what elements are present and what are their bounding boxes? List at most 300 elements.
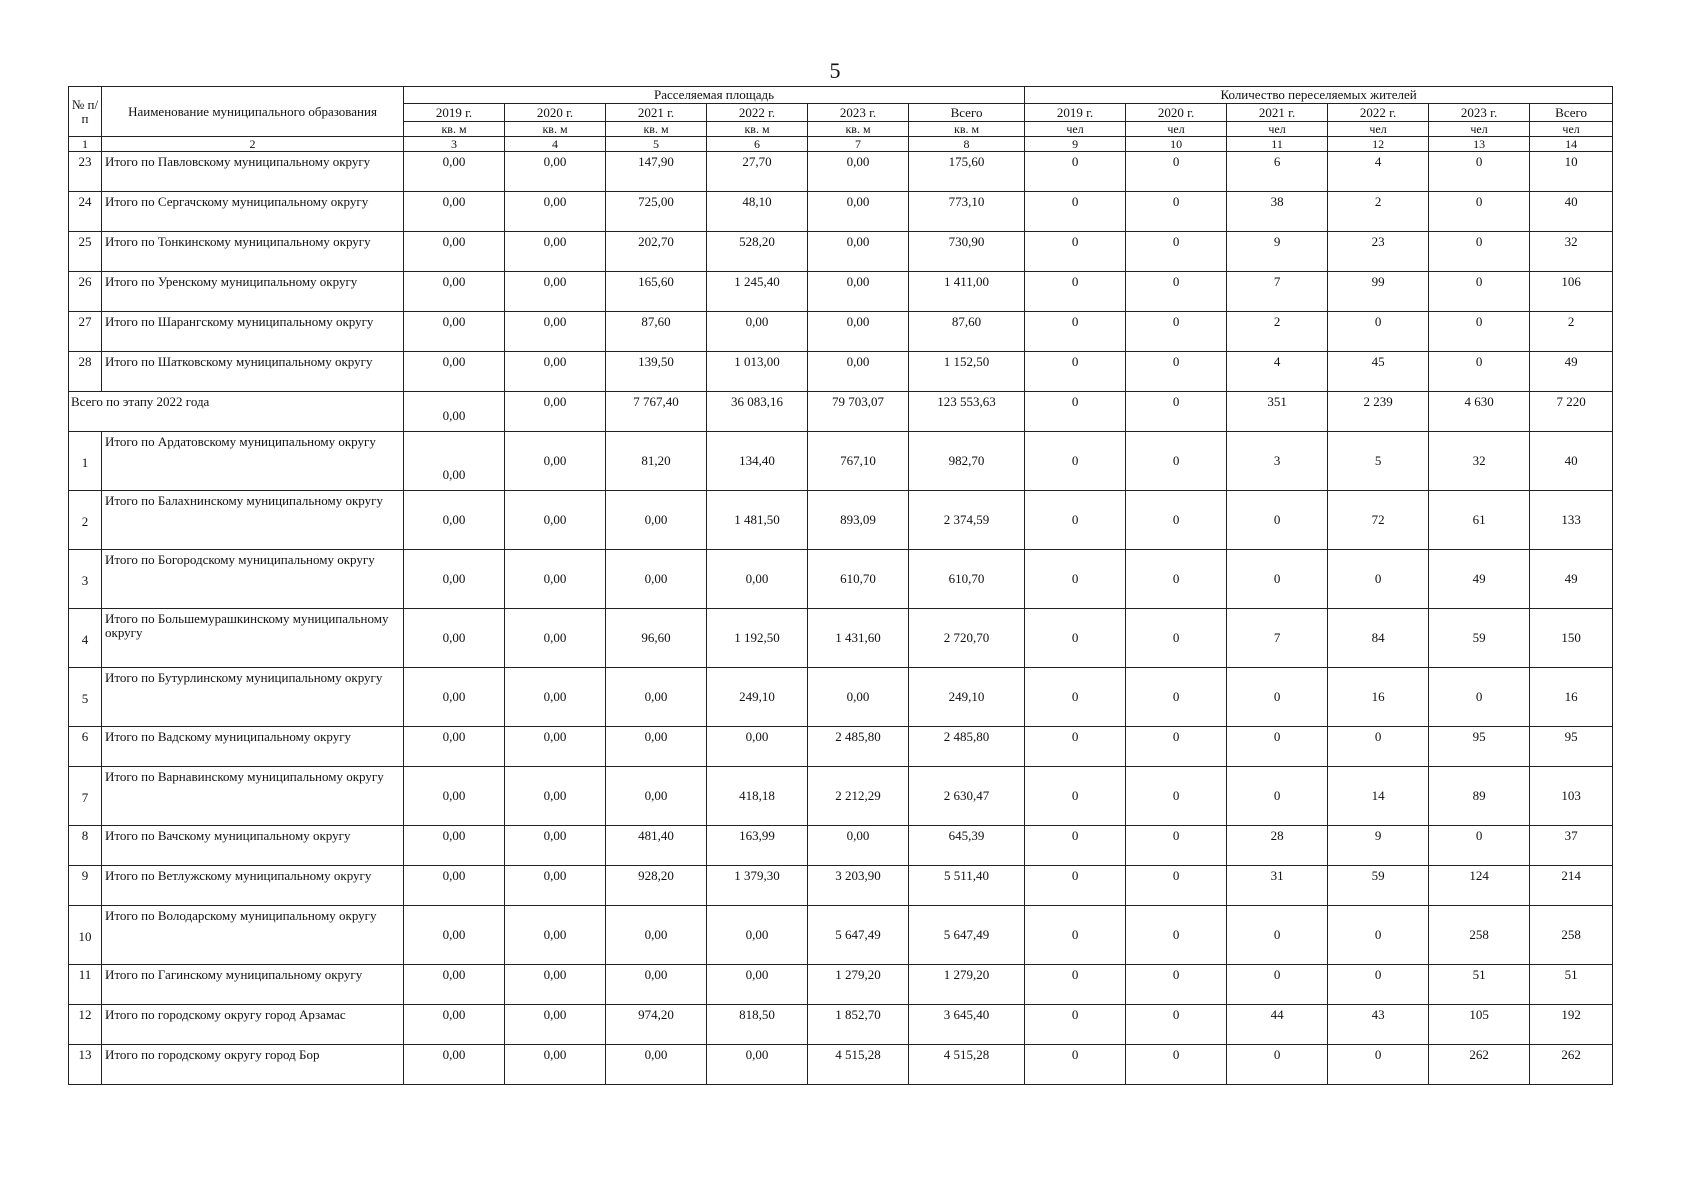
municipality-name: Итого по Варнавинскому муниципальному округу bbox=[102, 767, 404, 826]
value-cell: 0 bbox=[1227, 965, 1328, 1005]
value-cell: 214 bbox=[1530, 866, 1613, 906]
value-cell: 0,00 bbox=[808, 352, 909, 392]
value-cell: 0,00 bbox=[404, 767, 505, 826]
value-cell: 0,00 bbox=[505, 491, 606, 550]
value-cell: 0,00 bbox=[505, 965, 606, 1005]
value-cell: 0,00 bbox=[505, 352, 606, 392]
value-cell: 1 245,40 bbox=[707, 272, 808, 312]
table-row bbox=[69, 965, 1613, 1005]
value-cell: 0 bbox=[1227, 767, 1328, 826]
value-cell: 2 720,70 bbox=[909, 609, 1025, 668]
value-cell: 7 bbox=[1227, 272, 1328, 312]
value-cell: 5 bbox=[1328, 432, 1429, 491]
value-cell: 0 bbox=[1328, 727, 1429, 767]
row-number: 25 bbox=[69, 232, 102, 272]
row-number: 5 bbox=[69, 668, 102, 727]
header-people-year: 2021 г. bbox=[1227, 104, 1328, 122]
value-cell: 0,00 bbox=[404, 312, 505, 352]
value-cell: 0 bbox=[1126, 609, 1227, 668]
value-cell: 163,99 bbox=[707, 826, 808, 866]
column-number: 12 bbox=[1328, 137, 1429, 152]
header-people-total: Всего bbox=[1530, 104, 1613, 122]
value-cell: 1 192,50 bbox=[707, 609, 808, 668]
value-cell: 258 bbox=[1429, 906, 1530, 965]
value-cell: 0,00 bbox=[606, 965, 707, 1005]
unit-area: кв. м bbox=[707, 122, 808, 137]
value-cell: 0 bbox=[1227, 550, 1328, 609]
table-row bbox=[69, 491, 1613, 550]
value-cell: 0,00 bbox=[505, 866, 606, 906]
header-area-group: Расселяемая площадь bbox=[404, 87, 1025, 104]
value-cell: 10 bbox=[1530, 152, 1613, 192]
municipality-name: Итого по Богородскому муниципальному округу bbox=[102, 550, 404, 609]
value-cell: 87,60 bbox=[606, 312, 707, 352]
value-cell: 0 bbox=[1126, 192, 1227, 232]
value-cell: 0 bbox=[1429, 312, 1530, 352]
value-cell: 0,00 bbox=[505, 232, 606, 272]
row-number: 23 bbox=[69, 152, 102, 192]
municipality-name: Итого по Шарангскому муниципальному округу bbox=[102, 312, 404, 352]
value-cell: 165,60 bbox=[606, 272, 707, 312]
value-cell: 0 bbox=[1227, 1045, 1328, 1085]
value-cell: 0 bbox=[1126, 352, 1227, 392]
row-number: 27 bbox=[69, 312, 102, 352]
table-row bbox=[69, 826, 1613, 866]
value-cell: 0,00 bbox=[606, 906, 707, 965]
municipality-name: Итого по Ветлужскому муниципальному округу bbox=[102, 866, 404, 906]
value-cell: 2 485,80 bbox=[909, 727, 1025, 767]
value-cell: 2 212,29 bbox=[808, 767, 909, 826]
value-cell: 147,90 bbox=[606, 152, 707, 192]
value-cell: 249,10 bbox=[707, 668, 808, 727]
value-cell: 0,00 bbox=[505, 826, 606, 866]
unit-area: кв. м bbox=[808, 122, 909, 137]
value-cell: 0 bbox=[1328, 965, 1429, 1005]
value-cell: 0,00 bbox=[404, 272, 505, 312]
value-cell: 9 bbox=[1328, 826, 1429, 866]
value-cell: 89 bbox=[1429, 767, 1530, 826]
value-cell: 0,00 bbox=[505, 152, 606, 192]
value-cell: 139,50 bbox=[606, 352, 707, 392]
value-cell: 0,00 bbox=[404, 550, 505, 609]
value-cell: 2 bbox=[1328, 192, 1429, 232]
value-cell: 45 bbox=[1328, 352, 1429, 392]
value-cell: 0,00 bbox=[505, 312, 606, 352]
column-number: 4 bbox=[505, 137, 606, 152]
value-cell: 0 bbox=[1025, 668, 1126, 727]
value-cell: 0,00 bbox=[404, 609, 505, 668]
value-cell: 0 bbox=[1025, 192, 1126, 232]
value-cell: 23 bbox=[1328, 232, 1429, 272]
column-number: 7 bbox=[808, 137, 909, 152]
municipality-name: Итого по городскому округу город Арзамас bbox=[102, 1005, 404, 1045]
value-cell: 124 bbox=[1429, 866, 1530, 906]
municipality-name: Итого по Вадскому муниципальному округу bbox=[102, 727, 404, 767]
value-cell: 0 bbox=[1126, 272, 1227, 312]
header-people-year: 2022 г. bbox=[1328, 104, 1429, 122]
table-row bbox=[69, 727, 1613, 767]
value-cell: 262 bbox=[1530, 1045, 1613, 1085]
header-people-year: 2020 г. bbox=[1126, 104, 1227, 122]
value-cell: 7 bbox=[1227, 609, 1328, 668]
total-value: 7 767,40 bbox=[606, 392, 707, 432]
value-cell: 0 bbox=[1025, 767, 1126, 826]
value-cell: 3 bbox=[1227, 432, 1328, 491]
value-cell: 0,00 bbox=[505, 767, 606, 826]
value-cell: 0 bbox=[1126, 152, 1227, 192]
value-cell: 59 bbox=[1429, 609, 1530, 668]
value-cell: 0,00 bbox=[404, 352, 505, 392]
header-area-year: 2020 г. bbox=[505, 104, 606, 122]
value-cell: 0 bbox=[1227, 668, 1328, 727]
value-cell: 105 bbox=[1429, 1005, 1530, 1045]
column-number: 10 bbox=[1126, 137, 1227, 152]
column-number: 2 bbox=[102, 137, 404, 152]
total-value: 0 bbox=[1126, 392, 1227, 432]
table-row bbox=[69, 192, 1613, 232]
value-cell: 0,00 bbox=[707, 1045, 808, 1085]
value-cell: 0,00 bbox=[404, 1005, 505, 1045]
value-cell: 0,00 bbox=[707, 550, 808, 609]
municipality-name: Итого по Вачскому муниципальному округу bbox=[102, 826, 404, 866]
total-value: 0,00 bbox=[404, 392, 505, 432]
municipality-name: Итого по Тонкинскому муниципальному округу bbox=[102, 232, 404, 272]
value-cell: 1 279,20 bbox=[808, 965, 909, 1005]
table-row bbox=[69, 668, 1613, 727]
municipality-name: Итого по Гагинскому муниципальному округу bbox=[102, 965, 404, 1005]
table-row bbox=[69, 906, 1613, 965]
municipality-name: Итого по Павловскому муниципальному округу bbox=[102, 152, 404, 192]
value-cell: 258 bbox=[1530, 906, 1613, 965]
value-cell: 0 bbox=[1025, 1005, 1126, 1045]
value-cell: 0 bbox=[1025, 866, 1126, 906]
value-cell: 0,00 bbox=[505, 1045, 606, 1085]
row-number: 24 bbox=[69, 192, 102, 232]
value-cell: 0,00 bbox=[404, 192, 505, 232]
value-cell: 974,20 bbox=[606, 1005, 707, 1045]
unit-people: чел bbox=[1227, 122, 1328, 137]
row-number: 11 bbox=[69, 965, 102, 1005]
value-cell: 0,00 bbox=[808, 192, 909, 232]
total-value: 351 bbox=[1227, 392, 1328, 432]
value-cell: 928,20 bbox=[606, 866, 707, 906]
value-cell: 0 bbox=[1025, 352, 1126, 392]
value-cell: 0,00 bbox=[404, 432, 505, 491]
value-cell: 72 bbox=[1328, 491, 1429, 550]
table-row bbox=[69, 609, 1613, 668]
value-cell: 4 bbox=[1227, 352, 1328, 392]
column-number: 6 bbox=[707, 137, 808, 152]
total-value: 123 553,63 bbox=[909, 392, 1025, 432]
value-cell: 0 bbox=[1025, 826, 1126, 866]
page-number: 5 bbox=[829, 58, 841, 83]
unit-people: чел bbox=[1328, 122, 1429, 137]
value-cell: 81,20 bbox=[606, 432, 707, 491]
municipality-name: Итого по Бутурлинскому муниципальному округу bbox=[102, 668, 404, 727]
value-cell: 2 630,47 bbox=[909, 767, 1025, 826]
value-cell: 0 bbox=[1429, 826, 1530, 866]
value-cell: 4 515,28 bbox=[808, 1045, 909, 1085]
row-number: 3 bbox=[69, 550, 102, 609]
row-number: 1 bbox=[69, 432, 102, 491]
header-people-year: 2019 г. bbox=[1025, 104, 1126, 122]
value-cell: 528,20 bbox=[707, 232, 808, 272]
total-value: 79 703,07 bbox=[808, 392, 909, 432]
value-cell: 192 bbox=[1530, 1005, 1613, 1045]
value-cell: 49 bbox=[1530, 550, 1613, 609]
unit-area: кв. м bbox=[505, 122, 606, 137]
value-cell: 262 bbox=[1429, 1045, 1530, 1085]
value-cell: 249,10 bbox=[909, 668, 1025, 727]
value-cell: 0 bbox=[1126, 767, 1227, 826]
value-cell: 0 bbox=[1025, 965, 1126, 1005]
value-cell: 0 bbox=[1126, 866, 1227, 906]
value-cell: 95 bbox=[1429, 727, 1530, 767]
value-cell: 1 411,00 bbox=[909, 272, 1025, 312]
row-number: 28 bbox=[69, 352, 102, 392]
value-cell: 0 bbox=[1126, 1045, 1227, 1085]
value-cell: 3 203,90 bbox=[808, 866, 909, 906]
value-cell: 0 bbox=[1025, 609, 1126, 668]
value-cell: 0,00 bbox=[808, 826, 909, 866]
total-value: 0,00 bbox=[505, 392, 606, 432]
column-number-row bbox=[69, 137, 1613, 152]
value-cell: 0 bbox=[1328, 312, 1429, 352]
value-cell: 0 bbox=[1025, 550, 1126, 609]
table-row bbox=[69, 1005, 1613, 1045]
value-cell: 0,00 bbox=[404, 1045, 505, 1085]
value-cell: 0 bbox=[1025, 906, 1126, 965]
value-cell: 1 013,00 bbox=[707, 352, 808, 392]
value-cell: 0,00 bbox=[404, 965, 505, 1005]
value-cell: 40 bbox=[1530, 432, 1613, 491]
value-cell: 0,00 bbox=[808, 312, 909, 352]
value-cell: 28 bbox=[1227, 826, 1328, 866]
table-row bbox=[69, 550, 1613, 609]
municipality-name: Итого по Уренскому муниципальному округу bbox=[102, 272, 404, 312]
unit-people: чел bbox=[1429, 122, 1530, 137]
value-cell: 2 bbox=[1227, 312, 1328, 352]
value-cell: 0,00 bbox=[505, 272, 606, 312]
value-cell: 0,00 bbox=[707, 727, 808, 767]
value-cell: 0,00 bbox=[808, 668, 909, 727]
value-cell: 0 bbox=[1025, 1045, 1126, 1085]
value-cell: 84 bbox=[1328, 609, 1429, 668]
value-cell: 49 bbox=[1530, 352, 1613, 392]
table-row bbox=[69, 352, 1613, 392]
resettlement-table bbox=[68, 86, 1613, 1085]
municipality-name: Итого по городскому округу город Бор bbox=[102, 1045, 404, 1085]
value-cell: 418,18 bbox=[707, 767, 808, 826]
value-cell: 0,00 bbox=[606, 668, 707, 727]
row-number: 26 bbox=[69, 272, 102, 312]
value-cell: 818,50 bbox=[707, 1005, 808, 1045]
value-cell: 0 bbox=[1025, 727, 1126, 767]
value-cell: 38 bbox=[1227, 192, 1328, 232]
value-cell: 0,00 bbox=[808, 272, 909, 312]
value-cell: 0 bbox=[1025, 432, 1126, 491]
header-area-year: 2019 г. bbox=[404, 104, 505, 122]
value-cell: 0 bbox=[1429, 668, 1530, 727]
column-number: 1 bbox=[69, 137, 102, 152]
column-number: 13 bbox=[1429, 137, 1530, 152]
value-cell: 175,60 bbox=[909, 152, 1025, 192]
value-cell: 31 bbox=[1227, 866, 1328, 906]
value-cell: 0 bbox=[1429, 352, 1530, 392]
value-cell: 43 bbox=[1328, 1005, 1429, 1045]
value-cell: 99 bbox=[1328, 272, 1429, 312]
value-cell: 0 bbox=[1429, 192, 1530, 232]
value-cell: 202,70 bbox=[606, 232, 707, 272]
value-cell: 0,00 bbox=[707, 965, 808, 1005]
value-cell: 610,70 bbox=[808, 550, 909, 609]
value-cell: 1 481,50 bbox=[707, 491, 808, 550]
value-cell: 767,10 bbox=[808, 432, 909, 491]
header-area-total: Всего bbox=[909, 104, 1025, 122]
value-cell: 0 bbox=[1126, 826, 1227, 866]
value-cell: 0 bbox=[1328, 906, 1429, 965]
value-cell: 0,00 bbox=[808, 232, 909, 272]
value-cell: 0 bbox=[1126, 668, 1227, 727]
value-cell: 51 bbox=[1530, 965, 1613, 1005]
total-label: Всего по этапу 2022 года bbox=[69, 392, 404, 432]
value-cell: 0 bbox=[1126, 906, 1227, 965]
unit-area: кв. м bbox=[606, 122, 707, 137]
municipality-name: Итого по Ардатовскому муниципальному округу bbox=[102, 432, 404, 491]
total-row bbox=[69, 392, 1613, 432]
municipality-name: Итого по Сергачскому муниципальному округу bbox=[102, 192, 404, 232]
value-cell: 893,09 bbox=[808, 491, 909, 550]
unit-area: кв. м bbox=[909, 122, 1025, 137]
value-cell: 0 bbox=[1227, 727, 1328, 767]
value-cell: 134,40 bbox=[707, 432, 808, 491]
value-cell: 0,00 bbox=[404, 668, 505, 727]
value-cell: 4 bbox=[1328, 152, 1429, 192]
value-cell: 14 bbox=[1328, 767, 1429, 826]
header-area-year: 2023 г. bbox=[808, 104, 909, 122]
value-cell: 0,00 bbox=[505, 1005, 606, 1045]
value-cell: 1 431,60 bbox=[808, 609, 909, 668]
row-number: 7 bbox=[69, 767, 102, 826]
value-cell: 0,00 bbox=[707, 312, 808, 352]
table-row bbox=[69, 432, 1613, 491]
value-cell: 4 515,28 bbox=[909, 1045, 1025, 1085]
value-cell: 2 bbox=[1530, 312, 1613, 352]
value-cell: 37 bbox=[1530, 826, 1613, 866]
value-cell: 96,60 bbox=[606, 609, 707, 668]
value-cell: 5 511,40 bbox=[909, 866, 1025, 906]
header-num: № п/п bbox=[69, 87, 102, 137]
value-cell: 40 bbox=[1530, 192, 1613, 232]
value-cell: 481,40 bbox=[606, 826, 707, 866]
header-people-year: 2023 г. bbox=[1429, 104, 1530, 122]
value-cell: 0 bbox=[1429, 152, 1530, 192]
value-cell: 0 bbox=[1025, 152, 1126, 192]
value-cell: 106 bbox=[1530, 272, 1613, 312]
value-cell: 645,39 bbox=[909, 826, 1025, 866]
value-cell: 0 bbox=[1126, 1005, 1227, 1045]
column-number: 3 bbox=[404, 137, 505, 152]
value-cell: 0,00 bbox=[404, 826, 505, 866]
value-cell: 0,00 bbox=[606, 727, 707, 767]
table-row bbox=[69, 866, 1613, 906]
table-body bbox=[69, 152, 1613, 1085]
unit-people: чел bbox=[1025, 122, 1126, 137]
column-number: 8 bbox=[909, 137, 1025, 152]
municipality-name: Итого по Володарскому муниципальному округу bbox=[102, 906, 404, 965]
value-cell: 0 bbox=[1328, 550, 1429, 609]
row-number: 13 bbox=[69, 1045, 102, 1085]
value-cell: 0,00 bbox=[707, 906, 808, 965]
table-row bbox=[69, 232, 1613, 272]
value-cell: 0 bbox=[1126, 491, 1227, 550]
total-value: 2 239 bbox=[1328, 392, 1429, 432]
value-cell: 1 379,30 bbox=[707, 866, 808, 906]
value-cell: 16 bbox=[1530, 668, 1613, 727]
column-number: 5 bbox=[606, 137, 707, 152]
value-cell: 16 bbox=[1328, 668, 1429, 727]
value-cell: 51 bbox=[1429, 965, 1530, 1005]
value-cell: 6 bbox=[1227, 152, 1328, 192]
value-cell: 0,00 bbox=[505, 432, 606, 491]
value-cell: 1 279,20 bbox=[909, 965, 1025, 1005]
row-number: 6 bbox=[69, 727, 102, 767]
table-row bbox=[69, 272, 1613, 312]
value-cell: 61 bbox=[1429, 491, 1530, 550]
unit-area: кв. м bbox=[404, 122, 505, 137]
value-cell: 27,70 bbox=[707, 152, 808, 192]
value-cell: 0,00 bbox=[505, 906, 606, 965]
header-area-year: 2021 г. bbox=[606, 104, 707, 122]
value-cell: 0 bbox=[1126, 965, 1227, 1005]
value-cell: 0 bbox=[1025, 491, 1126, 550]
value-cell: 0,00 bbox=[404, 906, 505, 965]
column-number: 9 bbox=[1025, 137, 1126, 152]
value-cell: 0,00 bbox=[404, 727, 505, 767]
value-cell: 5 647,49 bbox=[909, 906, 1025, 965]
table-row bbox=[69, 152, 1613, 192]
value-cell: 0,00 bbox=[505, 192, 606, 232]
value-cell: 0 bbox=[1126, 312, 1227, 352]
value-cell: 730,90 bbox=[909, 232, 1025, 272]
value-cell: 0,00 bbox=[404, 232, 505, 272]
municipality-name: Итого по Шатковскому муниципальному округу bbox=[102, 352, 404, 392]
value-cell: 0 bbox=[1126, 432, 1227, 491]
row-number: 4 bbox=[69, 609, 102, 668]
header-people-group: Количество переселяемых жителей bbox=[1025, 87, 1613, 104]
value-cell: 0,00 bbox=[404, 152, 505, 192]
value-cell: 0,00 bbox=[606, 491, 707, 550]
municipality-name: Итого по Большемурашкинскому муниципальному округу bbox=[102, 609, 404, 668]
value-cell: 0,00 bbox=[808, 152, 909, 192]
value-cell: 9 bbox=[1227, 232, 1328, 272]
column-number: 14 bbox=[1530, 137, 1613, 152]
value-cell: 0 bbox=[1328, 1045, 1429, 1085]
total-value: 0 bbox=[1025, 392, 1126, 432]
value-cell: 0,00 bbox=[606, 1045, 707, 1085]
value-cell: 0 bbox=[1126, 232, 1227, 272]
value-cell: 0,00 bbox=[404, 491, 505, 550]
total-value: 7 220 bbox=[1530, 392, 1613, 432]
value-cell: 610,70 bbox=[909, 550, 1025, 609]
value-cell: 0 bbox=[1025, 272, 1126, 312]
value-cell: 0,00 bbox=[606, 550, 707, 609]
value-cell: 0 bbox=[1227, 906, 1328, 965]
total-value: 36 083,16 bbox=[707, 392, 808, 432]
value-cell: 32 bbox=[1530, 232, 1613, 272]
table-row bbox=[69, 767, 1613, 826]
value-cell: 773,10 bbox=[909, 192, 1025, 232]
